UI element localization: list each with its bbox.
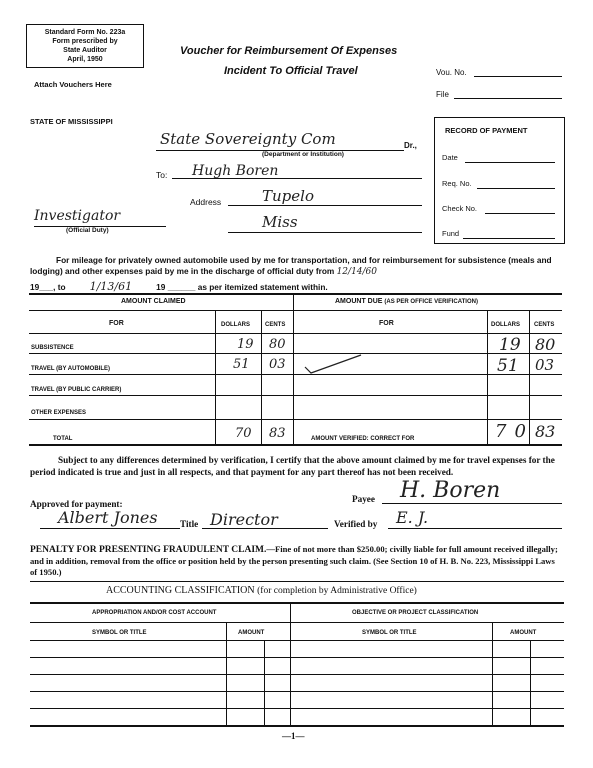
attach-vouchers-label: Attach Vouchers Here (34, 80, 112, 89)
travel-auto-cents: 03 (269, 357, 286, 372)
amount-header-left: AMOUNT (238, 630, 265, 636)
department-value: State Sovereignty Com (160, 130, 336, 148)
travel-auto-due-dollars: 51 (497, 356, 519, 376)
amount-due-note: (AS PER OFFICE VERIFICATION) (384, 299, 478, 305)
amount-due-label: AMOUNT DUE (335, 298, 383, 305)
checkmark-icon (303, 353, 363, 375)
amount-due-header (335, 298, 478, 305)
objective-header: OBJECTIVE OR PROJECT CLASSIFICATION (352, 610, 479, 616)
verified-dollars: 70 (495, 421, 534, 442)
payee-signature: H. Boren (400, 478, 501, 503)
record-check-label: Check No. (442, 204, 478, 213)
period-line: 19___, to 1/13/61 19 ______ as per itemized statement within. (30, 280, 328, 293)
record-req-label: Req. No. (442, 179, 472, 188)
col-for-claimed: FOR (109, 320, 124, 327)
row-label-travel-public: TRAVEL (BY PUBLIC CARRIER) (31, 387, 122, 393)
mileage-to-value: 1/13/61 (68, 280, 154, 294)
record-of-payment-title: RECORD OF PAYMENT (445, 126, 528, 135)
col-dollars-due: DOLLARS (491, 322, 520, 328)
subsistence-due-cents: 80 (535, 335, 556, 354)
appropriation-header: APPROPRIATION AND/OR COST ACCOUNT (92, 610, 217, 616)
year-suffix: 19 (156, 282, 166, 292)
department-label: (Department or Institution) (262, 151, 344, 158)
penalty-heading: PENALTY FOR PRESENTING FRAUDULENT CLAIM. (30, 545, 267, 555)
amount-claimed-header: AMOUNT CLAIMED (121, 298, 186, 305)
title-label: Title (180, 519, 199, 529)
penalty-text (30, 544, 564, 578)
total-cents: 83 (269, 426, 286, 441)
record-of-payment-box (434, 117, 565, 244)
accounting-table (30, 602, 564, 730)
mileage-from-value: 12/14/60 (336, 267, 377, 277)
amount-table (29, 293, 562, 446)
address-label: Address (190, 197, 222, 207)
mileage-text (30, 255, 562, 278)
form-box-line: State Auditor (63, 47, 107, 54)
mileage-statement: For mileage for privately owned automobile used by me for transportation, and for reimbursement for subsistence (meals and lodging) and other expenses paid by me in the discharge of official duty from (30, 255, 552, 276)
form-title-1: Voucher for Reimbursement Of Expenses (180, 45, 398, 57)
col-dollars-claimed: DOLLARS (221, 322, 250, 328)
accounting-title-line (106, 585, 417, 596)
record-date-label: Date (442, 153, 458, 162)
approved-label: Approved for payment: (30, 499, 123, 509)
address-value-2: Miss (262, 213, 298, 231)
to-date-label: to (57, 282, 66, 292)
year-prefix: 19 (30, 282, 40, 292)
col-for-due: FOR (379, 320, 394, 327)
form-box-line: April, 1950 (67, 56, 103, 63)
subsistence-due-dollars: 19 (499, 335, 521, 355)
file-label: File (436, 90, 449, 99)
total-dollars: 70 (235, 426, 252, 441)
penalty-body: —Fine of not more than $250.00; civilly liable for full amount received illegally; and in addition, removal from the office or position held by the person presenting such claim. (See Section 10 of H. B. No. 223, Mississippi Laws of 1950.) (30, 544, 558, 577)
col-cents-claimed: CENTS (265, 322, 286, 328)
payee-name-value: Hugh Boren (192, 163, 279, 179)
page-number: —1— (282, 731, 305, 741)
title-value: Director (210, 510, 278, 529)
col-cents-due: CENTS (534, 322, 555, 328)
verified-by-label: Verified by (334, 519, 378, 529)
form-box-line: Form prescribed by (52, 38, 118, 45)
subsistence-dollars: 19 (237, 337, 254, 352)
payee-label: Payee (352, 494, 375, 504)
official-duty-label: (Official Duty) (66, 227, 109, 234)
travel-auto-dollars: 51 (233, 357, 250, 372)
accounting-note: (for completion by Administrative Office) (257, 586, 417, 596)
address-value-1: Tupelo (262, 187, 314, 205)
form-title-2: Incident To Official Travel (224, 65, 358, 77)
official-duty-value: Investigator (34, 208, 121, 224)
total-label: TOTAL (53, 436, 73, 442)
accounting-title: ACCOUNTING CLASSIFICATION (106, 585, 255, 596)
dr-label: Dr., (404, 141, 417, 150)
form-box-line: Standard Form No. 223a (44, 29, 126, 36)
approved-signature: Albert Jones (58, 508, 158, 527)
symbol-header-right: SYMBOL OR TITLE (362, 630, 417, 636)
mileage-tail: as per itemized statement within. (197, 282, 328, 292)
vou-no-label: Vou. No. (436, 68, 467, 77)
certification-text: Subject to any differences determined by verification, I certify that the above amount claimed by me for travel expenses for the period indicated is true and just in all respects, and that payment for any part thereof has not been received. (30, 455, 555, 477)
row-label-travel-auto: TRAVEL (BY AUTOMOBILE) (31, 366, 111, 372)
row-label-other: OTHER EXPENSES (31, 410, 87, 416)
travel-auto-due-cents: 03 (535, 356, 555, 374)
amount-header-right: AMOUNT (510, 630, 537, 636)
form-number-box (26, 24, 144, 68)
symbol-header-left: SYMBOL OR TITLE (92, 630, 147, 636)
state-label: STATE OF MISSISSIPPI (30, 117, 113, 126)
row-label-subsistence: SUBSISTENCE (31, 345, 74, 351)
verified-by-signature: E. J. (396, 508, 429, 527)
verified-cents: 83 (535, 422, 556, 441)
verified-correct-label: AMOUNT VERIFIED: CORRECT FOR (311, 436, 415, 442)
to-label: To: (156, 170, 168, 180)
subsistence-cents: 80 (269, 337, 286, 352)
record-fund-label: Fund (442, 229, 460, 238)
